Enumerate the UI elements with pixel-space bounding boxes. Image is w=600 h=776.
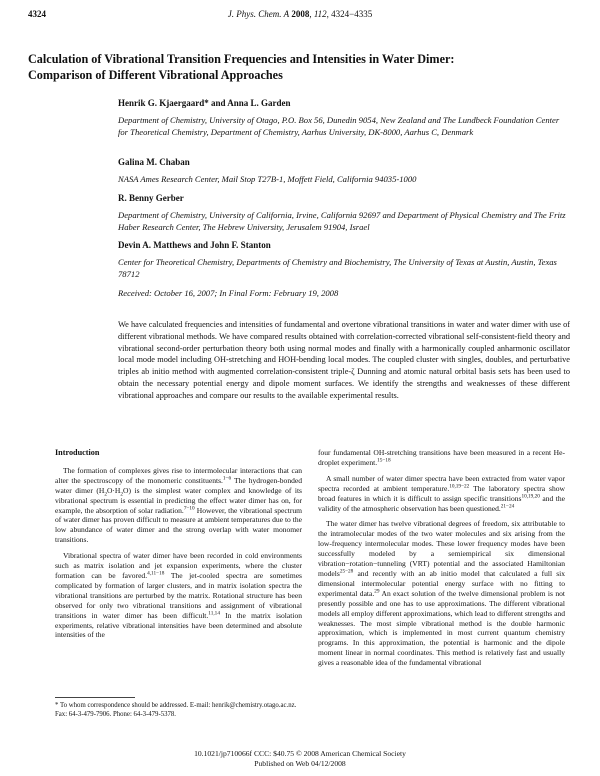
section-heading-introduction: Introduction [55,448,100,457]
paragraph: The water dimer has twelve vibrational degrees of freedom, six attributable to the intramolecular modes of the two water molecules and six arising from the low-frequency intermolecular modes. These lower frequency modes have been successfully modeled by a semiempirical six dimensional vibration−rotation−tunneling (VRT) potential and the associated Hamiltonian models$^{25-28}$ and recently with an ab initio model that calculated a full six dimensional intermolecular potential energy surface with no fitting to experimental data.$^{29}$ An exact solution of the twelve dimensional problem is not presently possible and one has to use approximations. The different vibrational models all employ different approximations, which lead to different strengths and weaknesses. The most simple vibrational method is the double harmonic approximation, which is implemented in most current quantum chemistry programs. In this approximation, the potential is harmonic and the dipole moment linear in normal coordinates. This method is relatively fast and usually gives a reasonable idea of the fundamental vibrational [318,519,565,668]
author-group-3 [118,192,568,233]
author-affiliation: Department of Chemistry, University of Otago, P.O. Box 56, Dunedin 9054, New Zealand and The Lundbeck Foundation Center for Theoretical Chemistry, Department of Chemistry, Aarhus University, DK-8000, Aarhus C, Denmark [118,115,560,137]
correspondence-footnote: * To whom correspondence should be addressed. E-mail: henrik@chemistry.otago.ac.nz. Fax: 64-3-479-7906. Phone: 64-3-479-5378. [55,702,297,718]
citation: 10,19,20 [521,493,540,500]
author-affiliation: Department of Chemistry, University of California, Irvine, California 92697 and Department of Physical Chemistry and The Fritz Haber Research Center, The Hebrew University, Jerusalem 91904, Israel [118,210,566,232]
citation: 15−18 [377,457,391,464]
article-title [28,51,568,83]
citation: 29 [374,588,380,595]
author-group-1 [118,97,568,138]
title-line-1: Calculation of Vibrational Transition Frequencies and Intensities in Water Dimer: [28,52,455,66]
journal-name: J. Phys. Chem. A [227,9,290,19]
author-affiliation: Center for Theoretical Chemistry, Departments of Chemistry and Biochemistry, The University of Texas at Austin, Austin, Texas 78712 [118,257,557,279]
author-group-4 [118,239,568,280]
citation: 11,14 [208,610,220,617]
citation: 25−28 [339,568,354,575]
author-group-2 [118,156,568,185]
author-names: R. Benny Gerber [118,193,184,203]
paragraph: four fundamental OH-stretching transitions have been measured in a recent He-droplet experiment.$^{15-18}$ [318,448,565,467]
journal-year: 2008 [291,9,310,19]
citation: 21−24 [500,503,515,510]
author-affiliation: NASA Ames Research Center, Mail Stop T27B-1, Moffett Field, California 94035-1000 [118,174,417,184]
citation: 10,19−22 [449,483,470,490]
author-names: Devin A. Matthews and John F. Stanton [118,240,271,250]
footer-publication-date: Published on Web 04/12/2008 [254,759,346,768]
left-column [55,448,302,646]
author-names: Henrik G. Kjaergaard* and Anna L. Garden [118,98,291,108]
citation: 1−6 [222,475,232,482]
journal-volume: 112 [313,9,327,19]
journal-citation: J. Phys. Chem. A 2008, 112, 4324−4335 [227,9,373,19]
citation: 4,11−18 [147,570,165,577]
paragraph: A small number of water dimer spectra have been extracted from water vapor spectra recorded at ambient temperature.$^{10,19-22}$ The laboratory spectra show broad features in which it is difficult to assign specific transitions$^{10,19,20}$ and the validity of the atmospheric observation has been questioned.$^{21-24}$ [318,473,566,513]
journal-pages: , 4324−4335 [326,9,373,19]
paragraph: The formation of complexes gives rise to intermolecular interactions that can alter the spectroscopy of the monomeric constituents.$^{1-6}$ The hydrogen-bonded water dimer $(H_2O\cdot H_2O)$ is the simplest water complex and knowledge of its vibrational spectrum is essential in predicting the effect water dimer has on, for example, the absorption of solar radiation.$^{7-10}$ However, the vibrational spectrum of water dimer has proven difficult to measure at ambient temperatures due to the low abundance of water dimer and the strong overlap with water monomer transitions. [55,465,302,545]
author-names: Galina M. Chaban [118,157,190,167]
footnote-divider [55,697,135,698]
right-column [318,448,565,674]
title-line-2: Comparison of Different Vibrational Approaches [28,68,283,82]
abstract: We have calculated frequencies and intensities of fundamental and overtone vibrational transitions in water and water dimer with use of different vibrational methods. We have compared results obtained with correlation-corrected vibrational self-consistent-field theory and vibrational second-order perturbation theory both using normal modes and finally with a harmonically coupled anharmonic oscillator local mode model including OH-stretching and HOH-bending local modes. The coupled cluster with singles, doubles, and perturbative triples ab initio method with augmented correlation-consistent triple-ζ Dunning and atomic natural orbital basis sets has been used to obtain the necessary potential energy and dipole moment surfaces. We identify the strengths and weaknesses of these different vibrational approaches and compare our results to the available experimental results. [118,320,570,400]
page-number: 4324 [28,9,46,19]
received-dates: Received: October 16, 2007; In Final Form: February 19, 2008 [118,288,339,298]
paragraph: Vibrational spectra of water dimer have been recorded in cold environments such as matrix isolation and jet expansion experiments, where the cluster formation can be favored.$^{4,11-18}$ The jet-cooled spectra are sometimes complicated by formation of larger clusters, and in matrix isolation spectra the vibrational transitions are perturbed by the matrix. Rotational structure has been observed for only two vibrational transitions and assignment of vibrational transitions in water dimer has been difficult.$^{11,14}$ In the matrix isolation experiments, relative vibrational intensities have been determined and absolute intensities of the [55,551,302,640]
citation: 7−10 [183,505,195,512]
footer-doi-copyright: 10.1021/jp710066f CCC: $40.75 © 2008 American Chemical Society [194,749,406,758]
